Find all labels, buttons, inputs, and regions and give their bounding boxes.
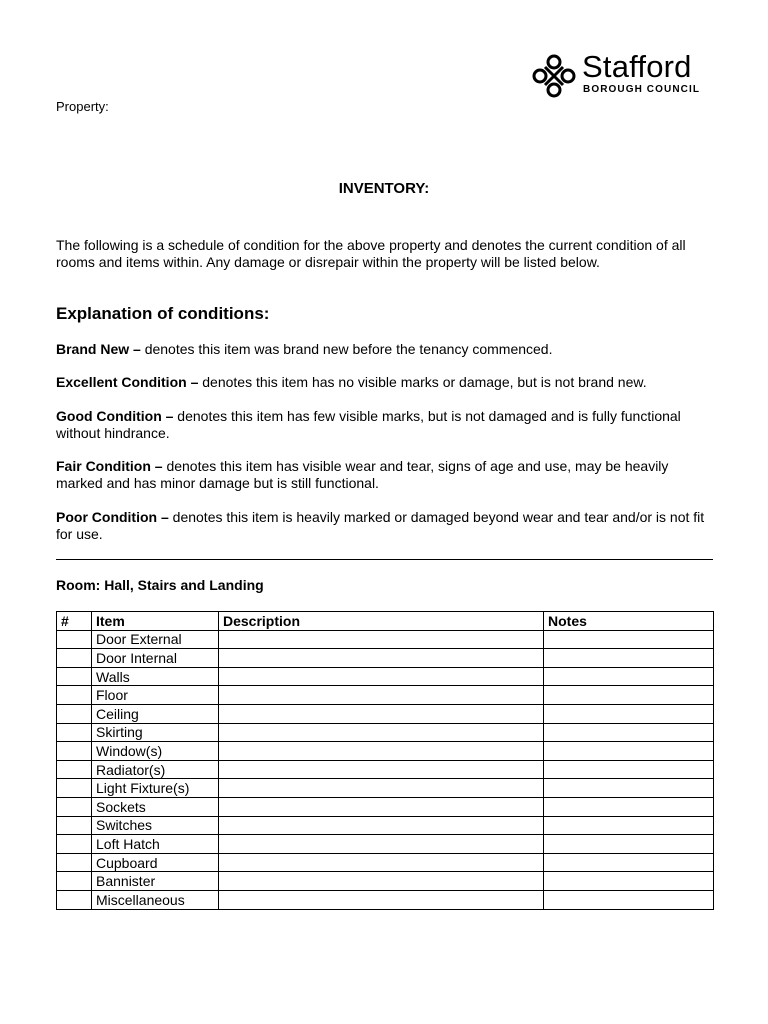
- description-cell[interactable]: [219, 872, 544, 891]
- property-label: Property:: [56, 99, 109, 114]
- column-header-notes: Notes: [544, 612, 714, 631]
- item-cell: Cupboard: [92, 853, 219, 872]
- description-cell[interactable]: [219, 760, 544, 779]
- item-cell: Switches: [92, 816, 219, 835]
- table-row: [57, 835, 714, 854]
- number-cell[interactable]: [57, 704, 92, 723]
- table-row: [57, 853, 714, 872]
- item-cell: Bannister: [92, 872, 219, 891]
- number-cell[interactable]: [57, 686, 92, 705]
- description-cell[interactable]: [219, 797, 544, 816]
- notes-cell[interactable]: [544, 649, 714, 668]
- description-cell[interactable]: [219, 704, 544, 723]
- description-cell[interactable]: [219, 667, 544, 686]
- table-row: [57, 742, 714, 761]
- item-cell: Ceiling: [92, 704, 219, 723]
- table-row: [57, 779, 714, 798]
- number-cell[interactable]: [57, 853, 92, 872]
- table-row: [57, 890, 714, 909]
- column-header-description: Description: [219, 612, 544, 631]
- item-cell: Radiator(s): [92, 760, 219, 779]
- condition-term: Brand New –: [56, 341, 141, 357]
- column-header-number: #: [57, 612, 92, 631]
- item-cell: Window(s): [92, 742, 219, 761]
- condition-term: Good Condition –: [56, 408, 174, 424]
- item-cell: Skirting: [92, 723, 219, 742]
- condition-text: denotes this item is heavily marked or damaged beyond wear and tear and/or is not fit for use.: [56, 509, 705, 542]
- number-cell[interactable]: [57, 816, 92, 835]
- condition-term: Excellent Condition –: [56, 374, 199, 390]
- notes-cell[interactable]: [544, 630, 714, 649]
- notes-cell[interactable]: [544, 667, 714, 686]
- description-cell[interactable]: [219, 853, 544, 872]
- section-divider: [56, 559, 713, 560]
- council-logo: [530, 50, 710, 100]
- number-cell[interactable]: [57, 872, 92, 891]
- description-cell[interactable]: [219, 649, 544, 668]
- notes-cell[interactable]: [544, 704, 714, 723]
- page-title: INVENTORY:: [338, 180, 430, 197]
- condition-text: denotes this item has visible wear and tear, signs of age and use, may be heavily marked and has minor damage but is still functional.: [56, 458, 669, 491]
- table-row: [57, 723, 714, 742]
- condition-excellent: [56, 374, 716, 391]
- table-row: [57, 686, 714, 705]
- condition-text: denotes this item has no visible marks or damage, but is not brand new.: [198, 374, 647, 390]
- item-cell: Door External: [92, 630, 219, 649]
- explanation-heading: Explanation of conditions:: [56, 304, 270, 323]
- number-cell[interactable]: [57, 630, 92, 649]
- number-cell[interactable]: [57, 890, 92, 909]
- notes-cell[interactable]: [544, 872, 714, 891]
- condition-good: [56, 408, 716, 442]
- condition-term: Poor Condition –: [56, 509, 169, 525]
- notes-cell[interactable]: [544, 835, 714, 854]
- notes-cell[interactable]: [544, 686, 714, 705]
- table-row: [57, 630, 714, 649]
- item-cell: Loft Hatch: [92, 835, 219, 854]
- intro-paragraph: The following is a schedule of condition for the above property and denotes the current condition of all rooms and items within. Any damage or disrepair within the property will be listed below.: [56, 237, 686, 270]
- table-row: [57, 760, 714, 779]
- number-cell[interactable]: [57, 835, 92, 854]
- notes-cell[interactable]: [544, 760, 714, 779]
- notes-cell[interactable]: [544, 890, 714, 909]
- notes-cell[interactable]: [544, 853, 714, 872]
- description-cell[interactable]: [219, 779, 544, 798]
- table-row: [57, 704, 714, 723]
- item-cell: Door Internal: [92, 649, 219, 668]
- column-header-item: Item: [92, 612, 219, 631]
- description-cell[interactable]: [219, 630, 544, 649]
- condition-text: denotes this item has few visible marks, but is not damaged and is fully functional without hindrance.: [56, 408, 681, 441]
- condition-text: denotes this item was brand new before the tenancy commenced.: [140, 341, 553, 357]
- number-cell[interactable]: [57, 742, 92, 761]
- condition-term: Fair Condition –: [56, 458, 163, 474]
- number-cell[interactable]: [57, 779, 92, 798]
- table-row: [57, 872, 714, 891]
- notes-cell[interactable]: [544, 816, 714, 835]
- table-header-row: [57, 612, 714, 631]
- logo-subtitle: BOROUGH COUNCIL: [583, 84, 701, 95]
- number-cell[interactable]: [57, 649, 92, 668]
- number-cell[interactable]: [57, 723, 92, 742]
- condition-poor: [56, 509, 716, 543]
- number-cell[interactable]: [57, 667, 92, 686]
- table-row: [57, 649, 714, 668]
- table-row: [57, 667, 714, 686]
- item-cell: Walls: [92, 667, 219, 686]
- notes-cell[interactable]: [544, 742, 714, 761]
- notes-cell[interactable]: [544, 797, 714, 816]
- item-cell: Light Fixture(s): [92, 779, 219, 798]
- table-row: [57, 797, 714, 816]
- description-cell[interactable]: [219, 816, 544, 835]
- item-cell: Sockets: [92, 797, 219, 816]
- table-row: [57, 816, 714, 835]
- number-cell[interactable]: [57, 760, 92, 779]
- description-cell[interactable]: [219, 742, 544, 761]
- description-cell[interactable]: [219, 890, 544, 909]
- knot-logo-icon: [530, 53, 578, 99]
- item-cell: Floor: [92, 686, 219, 705]
- inventory-table: [56, 611, 714, 910]
- condition-brand-new: [56, 341, 716, 358]
- notes-cell[interactable]: [544, 779, 714, 798]
- number-cell[interactable]: [57, 797, 92, 816]
- condition-fair: [56, 458, 716, 492]
- description-cell[interactable]: [219, 723, 544, 742]
- description-cell[interactable]: [219, 686, 544, 705]
- notes-cell[interactable]: [544, 723, 714, 742]
- room-title: Room: Hall, Stairs and Landing: [56, 577, 264, 593]
- logo-name: Stafford: [582, 49, 692, 84]
- item-cell: Miscellaneous: [92, 890, 219, 909]
- description-cell[interactable]: [219, 835, 544, 854]
